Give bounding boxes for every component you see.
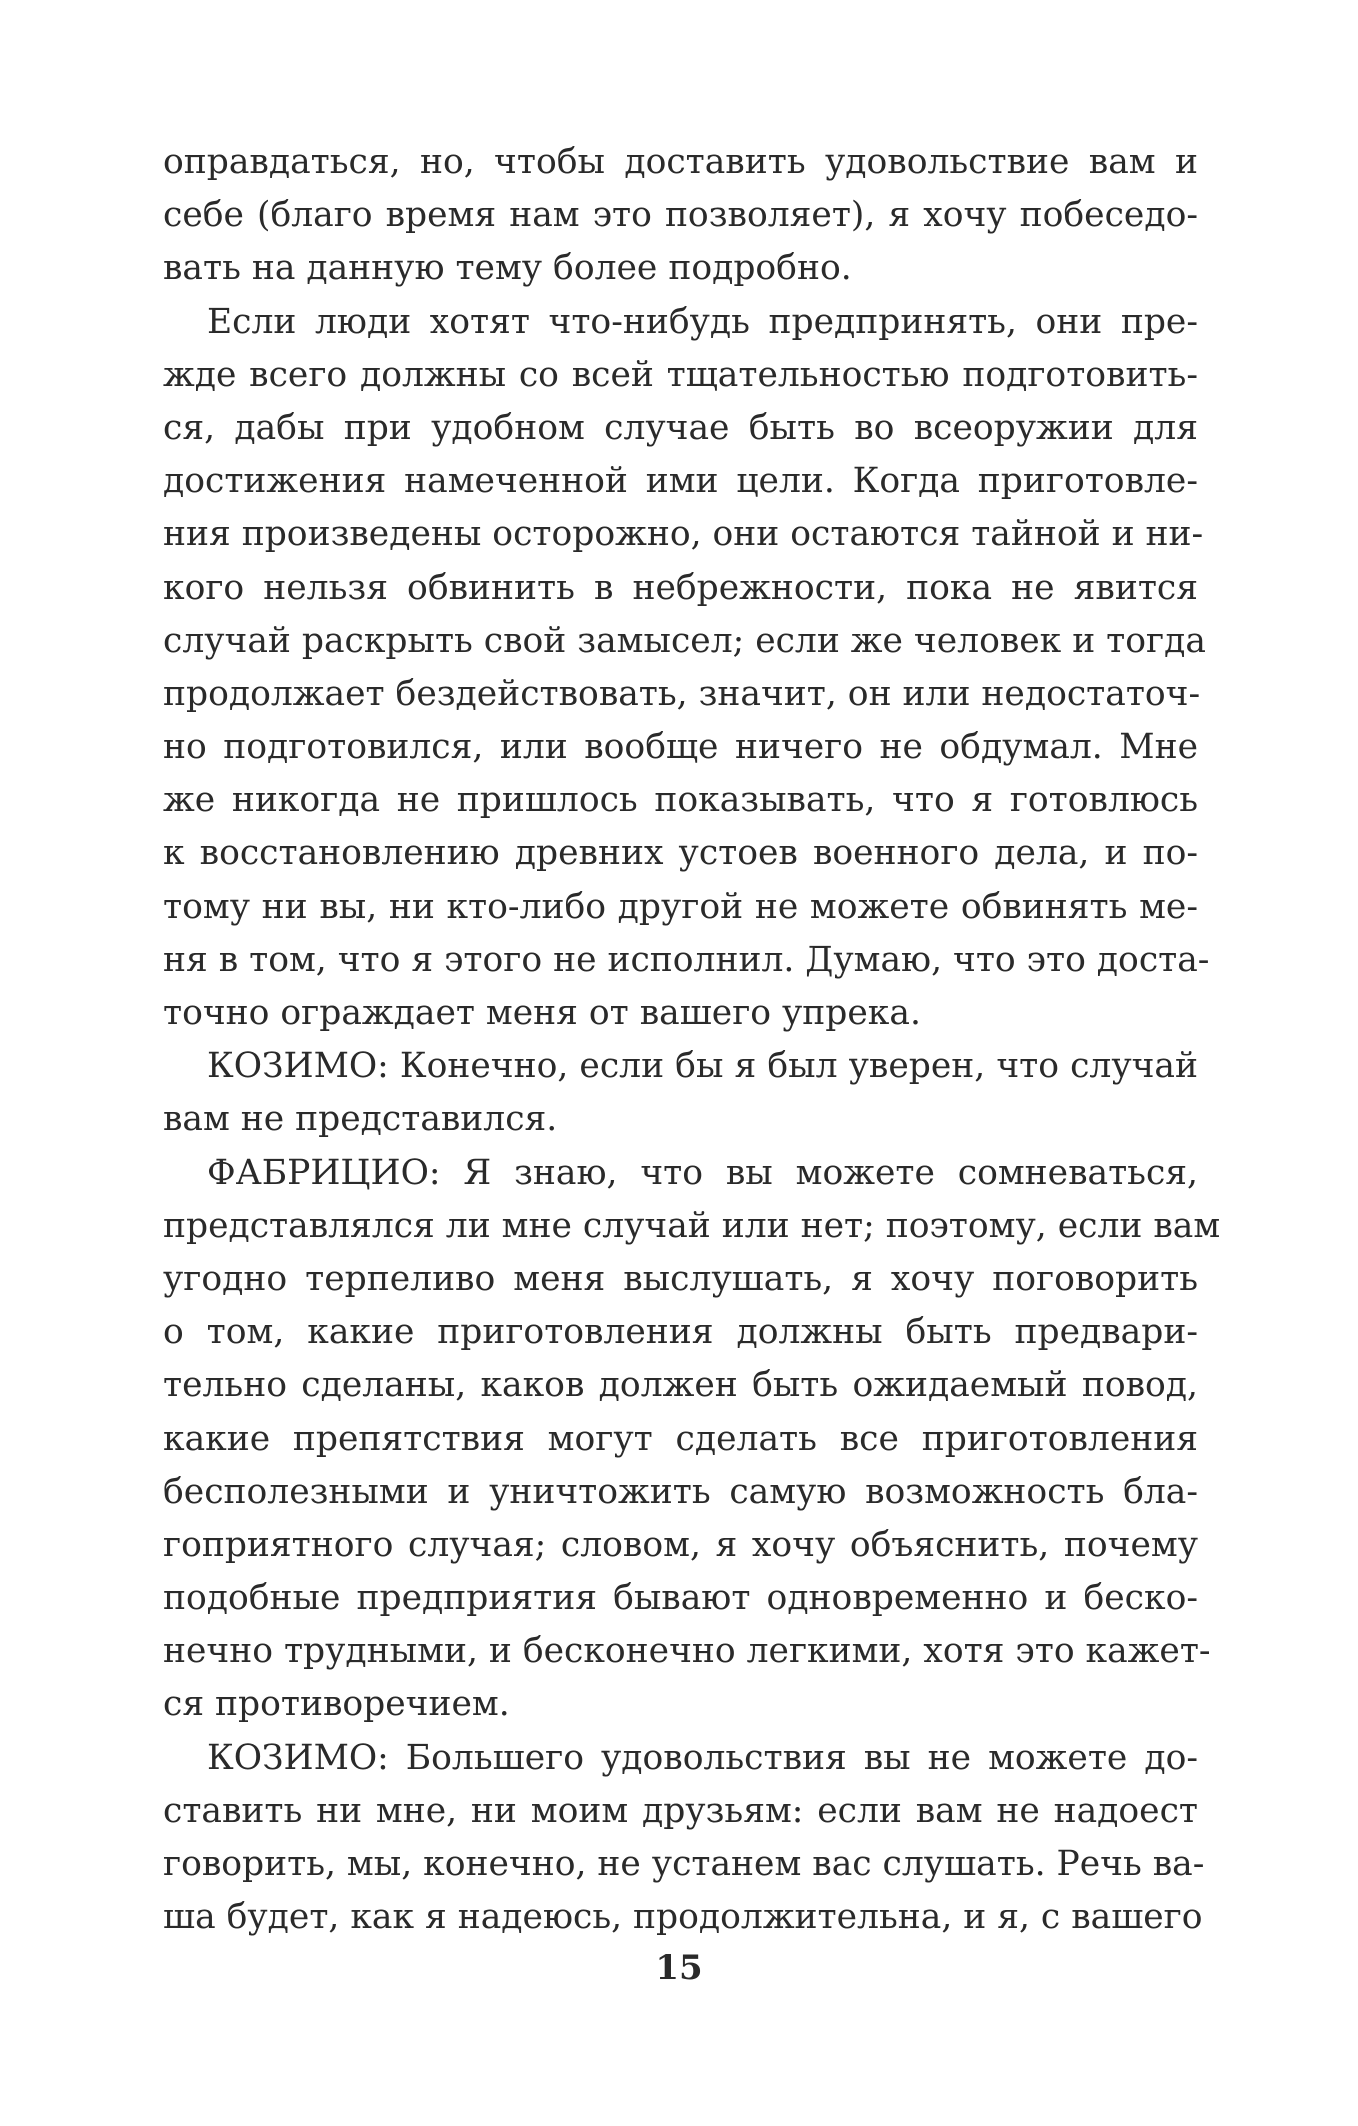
text-line: бесполезными и уничтожить самую возможность бла- <box>163 1471 1198 1512</box>
text-line: о том, какие приготовления должны быть предвари- <box>163 1312 1198 1353</box>
text-line: кого нельзя обвинить в небрежности, пока не явится <box>163 567 1198 608</box>
text-line: угодно терпеливо меня выслушать, я хочу поговорить <box>163 1258 1198 1299</box>
text-line: говорить, мы, конечно, не устанем вас слушать. Речь ва- <box>163 1844 1205 1884</box>
text-line: ся противоречием. <box>163 1684 510 1725</box>
text-line: представлялся ли мне случай или нет; поэтому, если вам <box>163 1205 1221 1246</box>
text-line: продолжает бездействовать, значит, он или недостаточ- <box>163 673 1201 714</box>
paragraph-first-line: КОЗИМО: Большего удовольствия вы не можете до- <box>207 1737 1198 1778</box>
text-line: ставить ни мне, ни моим друзьям: если вам не надоест <box>163 1790 1198 1831</box>
text-line: какие препятствия могут сделать все приготовления <box>163 1418 1198 1459</box>
text-line: ся, дабы при удобном случае быть во всеоружии для <box>163 407 1198 448</box>
text-line: подобные предприятия бывают одновременно и беско- <box>163 1578 1198 1619</box>
text-line: тому ни вы, ни кто-либо другой не можете обвинять ме- <box>163 886 1198 927</box>
text-line: ня в том, что я этого не исполнил. Думаю, что это доста- <box>163 939 1210 980</box>
text-line: случай раскрыть свой замысел; если же человек и тогда <box>163 620 1206 661</box>
text-line: же никогда не пришлось показывать, что я готовлюсь <box>163 780 1198 821</box>
page-number: 15 <box>655 1948 703 1988</box>
text-line: ния произведены осторожно, они остаются тайной и ни- <box>163 514 1204 555</box>
text-line: к восстановлению древних устоев военного дела, и по- <box>163 833 1198 874</box>
paragraph-first-line: Если люди хотят что-нибудь предпринять, они пре- <box>207 301 1198 342</box>
paragraph-first-line: ФАБРИЦИО: Я знаю, что вы можете сомневаться, <box>207 1152 1198 1193</box>
text-line: жде всего должны со всей тщательностью подготовить- <box>163 354 1198 395</box>
text-line: ша будет, как я надеюсь, продолжительна, и я, с вашего <box>163 1897 1203 1938</box>
text-line: себе (благо время нам это позволяет), я хочу побеседо- <box>163 195 1198 236</box>
text-line: вать на данную тему более подробно. <box>163 248 852 289</box>
text-line: гоприятного случая; словом, я хочу объяснить, почему <box>163 1524 1198 1565</box>
text-line: нечно трудными, и бесконечно легкими, хотя это кажет- <box>163 1631 1211 1672</box>
text-line: тельно сделаны, каков должен быть ожидаемый повод, <box>163 1365 1198 1406</box>
text-line: но подготовился, или вообще ничего не обдумал. Мне <box>163 727 1198 768</box>
paragraph-first-line: КОЗИМО: Конечно, если бы я был уверен, что случай <box>207 1046 1198 1087</box>
body-text <box>163 136 1221 1944</box>
text-line: вам не представился. <box>163 1099 558 1140</box>
text-line: оправдаться, но, чтобы доставить удовольствие вам и <box>163 142 1198 182</box>
text-line: точно ограждает меня от вашего упрека. <box>163 993 921 1033</box>
text-line: достижения намеченной ими цели. Когда приготовле- <box>163 461 1198 502</box>
